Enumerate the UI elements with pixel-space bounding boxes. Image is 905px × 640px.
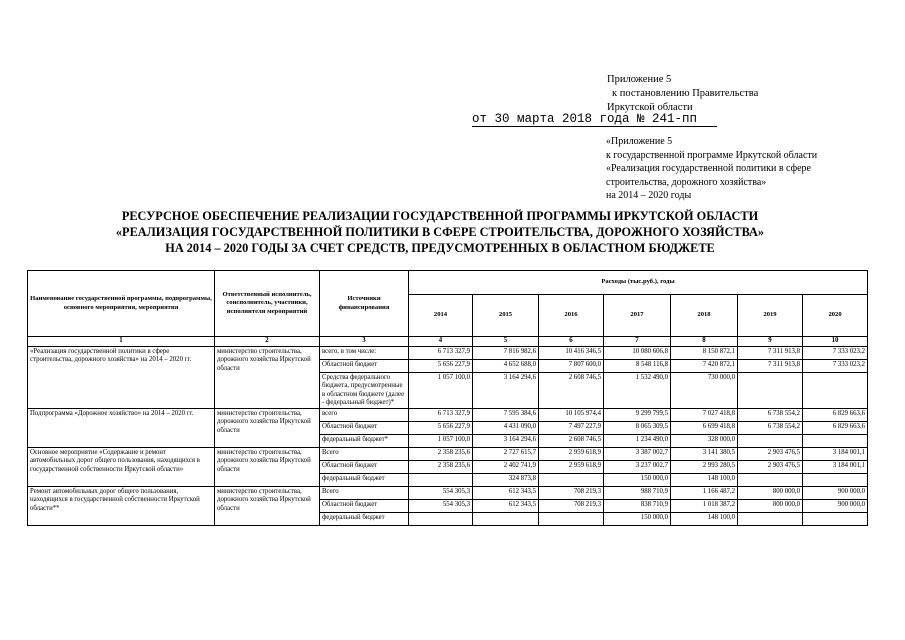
value-cell: 612 343,5 bbox=[473, 487, 539, 500]
decree-text: от 30 марта 2018 года № 241-пп bbox=[472, 112, 717, 127]
value-cell: 6 829 663,6 bbox=[803, 409, 868, 422]
value-cell: 1 166 487,2 bbox=[671, 487, 738, 500]
value-cell: 2 959 618,9 bbox=[539, 461, 604, 474]
value-cell: 6 738 554,2 bbox=[738, 422, 803, 435]
value-cell bbox=[803, 435, 868, 448]
document-title bbox=[45, 208, 835, 256]
value-cell bbox=[539, 513, 604, 526]
decree-reference bbox=[472, 112, 717, 126]
value-cell: 150 000,0 bbox=[604, 474, 671, 487]
value-cell: 900 000,0 bbox=[803, 500, 868, 513]
value-cell bbox=[738, 474, 803, 487]
column-number: 2 bbox=[215, 337, 320, 347]
value-cell: 2 903 476,5 bbox=[738, 448, 803, 461]
value-cell bbox=[738, 513, 803, 526]
value-cell: 7 497 227,9 bbox=[539, 422, 604, 435]
value-cell: 1 057 100,0 bbox=[409, 435, 473, 448]
value-cell: 730 000,0 bbox=[671, 373, 738, 409]
value-cell: 1 532 490,0 bbox=[604, 373, 671, 409]
header-name: Наименование государственной программы, подпрограммы, основного мероприятия, мероприятия bbox=[28, 271, 215, 337]
value-cell: 6 738 554,2 bbox=[738, 409, 803, 422]
value-cell: 554 305,3 bbox=[409, 500, 473, 513]
value-cell: 6 699 418,8 bbox=[671, 422, 738, 435]
value-cell: 10 416 346,5 bbox=[539, 347, 604, 360]
column-number: 9 bbox=[738, 337, 803, 347]
appendix-line: Приложение 5 bbox=[607, 74, 672, 85]
funding-source: Всего bbox=[320, 487, 409, 500]
funding-source: Областной бюджет bbox=[320, 422, 409, 435]
value-cell: 7 027 418,8 bbox=[671, 409, 738, 422]
value-cell bbox=[803, 474, 868, 487]
value-cell: 6 713 327,9 bbox=[409, 409, 473, 422]
value-cell: 8 150 872,1 bbox=[671, 347, 738, 360]
funding-source: всего bbox=[320, 409, 409, 422]
value-cell: 5 656 227,9 bbox=[409, 360, 473, 373]
value-cell: 3 184 001,1 bbox=[803, 448, 868, 461]
value-cell: 3 237 002,7 bbox=[604, 461, 671, 474]
value-cell: 324 873,8 bbox=[473, 474, 539, 487]
funding-source: всего, в том числе: bbox=[320, 347, 409, 360]
funding-source: Средства федерального бюджета, предусмотренные в областном бюджете (далее - федеральный бюджет)* bbox=[320, 373, 409, 409]
program-name: Ремонт автомобильных дорог общего пользования, находящихся в государственной собственности Иркутской области** bbox=[28, 487, 215, 526]
header-year: 2020 bbox=[803, 295, 868, 337]
value-cell: 7 333 023,2 bbox=[803, 347, 868, 360]
value-cell: 1 057 100,0 bbox=[409, 373, 473, 409]
value-cell: 800 000,0 bbox=[738, 500, 803, 513]
value-cell: 2 959 618,9 bbox=[539, 448, 604, 461]
title-line: «РЕАЛИЗАЦИЯ ГОСУДАРСТВЕННОЙ ПОЛИТИКИ В СФЕРЕ СТРОИТЕЛЬСТВА, ДОРОЖНОГО ХОЗЯЙСТВА» bbox=[115, 225, 765, 239]
executor: министерство строительства, дорожного хозяйства Иркутской области bbox=[215, 347, 320, 409]
value-cell: 2 608 746,5 bbox=[539, 435, 604, 448]
value-cell: 150 000,0 bbox=[604, 513, 671, 526]
value-cell: 554 305,3 bbox=[409, 487, 473, 500]
value-cell: 3 387 002,7 bbox=[604, 448, 671, 461]
value-cell: 3 141 380,5 bbox=[671, 448, 738, 461]
header-year: 2017 bbox=[604, 295, 671, 337]
appendix-line: «Приложение 5 bbox=[606, 136, 673, 147]
executor: министерство строительства, дорожного хозяйства Иркутской области bbox=[215, 409, 320, 448]
executor: министерство строительства, дорожного хозяйства Иркутской области bbox=[215, 487, 320, 526]
value-cell bbox=[803, 513, 868, 526]
value-cell bbox=[539, 474, 604, 487]
header-year: 2019 bbox=[738, 295, 803, 337]
program-name: Основное мероприятие «Содержание и ремонт автомобильных дорог общего пользования, находящихся в государственной собственности Иркутской области» bbox=[28, 448, 215, 487]
value-cell bbox=[409, 474, 473, 487]
column-number: 8 bbox=[671, 337, 738, 347]
value-cell: 3 164 294,6 bbox=[473, 435, 539, 448]
value-cell: 800 000,0 bbox=[738, 487, 803, 500]
appendix-line: на 2014 – 2020 годы bbox=[606, 190, 692, 201]
value-cell: 708 219,3 bbox=[539, 487, 604, 500]
column-number: 1 bbox=[28, 337, 215, 347]
value-cell: 2 358 235,6 bbox=[409, 448, 473, 461]
column-number: 7 bbox=[604, 337, 671, 347]
table-row bbox=[28, 487, 868, 500]
value-cell: 7 816 982,6 bbox=[473, 347, 539, 360]
value-cell bbox=[738, 435, 803, 448]
value-cell: 2 608 746,5 bbox=[539, 373, 604, 409]
appendix-block bbox=[607, 73, 758, 115]
value-cell: 2 727 615,7 bbox=[473, 448, 539, 461]
funding-source: Всего bbox=[320, 448, 409, 461]
value-cell: 7 333 023,2 bbox=[803, 360, 868, 373]
program-name: «Реализация государственной политики в сфере строительства, дорожного хозяйства» на 2014 – 2020 гг. bbox=[28, 347, 215, 409]
value-cell: 148 100,0 bbox=[671, 474, 738, 487]
value-cell: 1 018 387,2 bbox=[671, 500, 738, 513]
value-cell: 838 710,9 bbox=[604, 500, 671, 513]
value-cell: 2 993 280,5 bbox=[671, 461, 738, 474]
header-year: 2015 bbox=[473, 295, 539, 337]
value-cell: 328 000,0 bbox=[671, 435, 738, 448]
value-cell: 988 710,9 bbox=[604, 487, 671, 500]
funding-source: Областной бюджет bbox=[320, 360, 409, 373]
value-cell: 7 807 600,0 bbox=[539, 360, 604, 373]
executor: министерство строительства, дорожного хозяйства Иркутской области bbox=[215, 448, 320, 487]
value-cell: 8 065 309,5 bbox=[604, 422, 671, 435]
value-cell: 8 548 116,8 bbox=[604, 360, 671, 373]
header-executor: Ответственный исполнитель, соисполнитель, участники, исполнители мероприятий bbox=[215, 271, 320, 337]
value-cell: 7 311 913,8 bbox=[738, 347, 803, 360]
table-row bbox=[28, 347, 868, 360]
value-cell: 612 343,5 bbox=[473, 500, 539, 513]
value-cell: 10 105 974,4 bbox=[539, 409, 604, 422]
program-name: Подпрограмма «Дорожное хозяйство» на 2014 – 2020 гг. bbox=[28, 409, 215, 448]
appendix-line: Иркутской области bbox=[607, 102, 693, 113]
funding-source: федеральный бюджет* bbox=[320, 435, 409, 448]
appendix-line: к государственной программе Иркутской области bbox=[606, 149, 818, 161]
column-number: 10 bbox=[803, 337, 868, 347]
value-cell: 7 311 913,8 bbox=[738, 360, 803, 373]
value-cell: 1 234 490,0 bbox=[604, 435, 671, 448]
value-cell: 148 100,0 bbox=[671, 513, 738, 526]
header-expenses: Расходы (тыс.руб.), годы bbox=[409, 271, 868, 295]
value-cell: 3 164 294,6 bbox=[473, 373, 539, 409]
value-cell bbox=[409, 513, 473, 526]
column-number: 3 bbox=[320, 337, 409, 347]
appendix-line: к постановлению Правительства bbox=[612, 88, 759, 99]
funding-source: Областной бюджет bbox=[320, 461, 409, 474]
appendix-line: строительства, дорожного хозяйства» bbox=[606, 176, 767, 188]
value-cell: 2 358 235,6 bbox=[409, 461, 473, 474]
header-year: 2016 bbox=[539, 295, 604, 337]
column-number: 5 bbox=[473, 337, 539, 347]
value-cell: 3 184 001,1 bbox=[803, 461, 868, 474]
header-year: 2014 bbox=[409, 295, 473, 337]
value-cell: 6 713 327,9 bbox=[409, 347, 473, 360]
funding-source: федеральный бюджет bbox=[320, 474, 409, 487]
value-cell: 6 829 663,6 bbox=[803, 422, 868, 435]
header-source: Источники финансирования bbox=[320, 271, 409, 337]
funding-source: Областной бюджет bbox=[320, 500, 409, 513]
funding-source: федеральный бюджет bbox=[320, 513, 409, 526]
header-year: 2018 bbox=[671, 295, 738, 337]
value-cell bbox=[803, 373, 868, 409]
value-cell: 4 431 090,0 bbox=[473, 422, 539, 435]
value-cell: 10 080 606,8 bbox=[604, 347, 671, 360]
title-line: РЕСУРСНОЕ ОБЕСПЕЧЕНИЕ РЕАЛИЗАЦИИ ГОСУДАРСТВЕННОЙ ПРОГРАММЫ ИРКУТСКОЙ ОБЛАСТИ bbox=[121, 209, 759, 223]
value-cell: 7 595 384,6 bbox=[473, 409, 539, 422]
value-cell: 4 652 688,0 bbox=[473, 360, 539, 373]
value-cell: 7 420 872,1 bbox=[671, 360, 738, 373]
value-cell bbox=[473, 513, 539, 526]
value-cell: 5 656 227,9 bbox=[409, 422, 473, 435]
value-cell: 708 219,3 bbox=[539, 500, 604, 513]
value-cell: 2 402 741,9 bbox=[473, 461, 539, 474]
value-cell: 900 000,0 bbox=[803, 487, 868, 500]
value-cell: 9 299 799,5 bbox=[604, 409, 671, 422]
value-cell: 2 903 476,5 bbox=[738, 461, 803, 474]
column-number: 4 bbox=[409, 337, 473, 347]
resource-table bbox=[27, 270, 868, 526]
title-line: НА 2014 – 2020 ГОДЫ ЗА СЧЕТ СРЕДСТВ, ПРЕДУСМОТРЕННЫХ В ОБЛАСТНОМ БЮДЖЕТЕ bbox=[165, 241, 715, 255]
column-number: 6 bbox=[539, 337, 604, 347]
table-row bbox=[28, 409, 868, 422]
value-cell bbox=[738, 373, 803, 409]
appendix-line: «Реализация государственной политики в сфере bbox=[606, 163, 811, 174]
table-row bbox=[28, 448, 868, 461]
program-appendix-block bbox=[606, 135, 817, 203]
